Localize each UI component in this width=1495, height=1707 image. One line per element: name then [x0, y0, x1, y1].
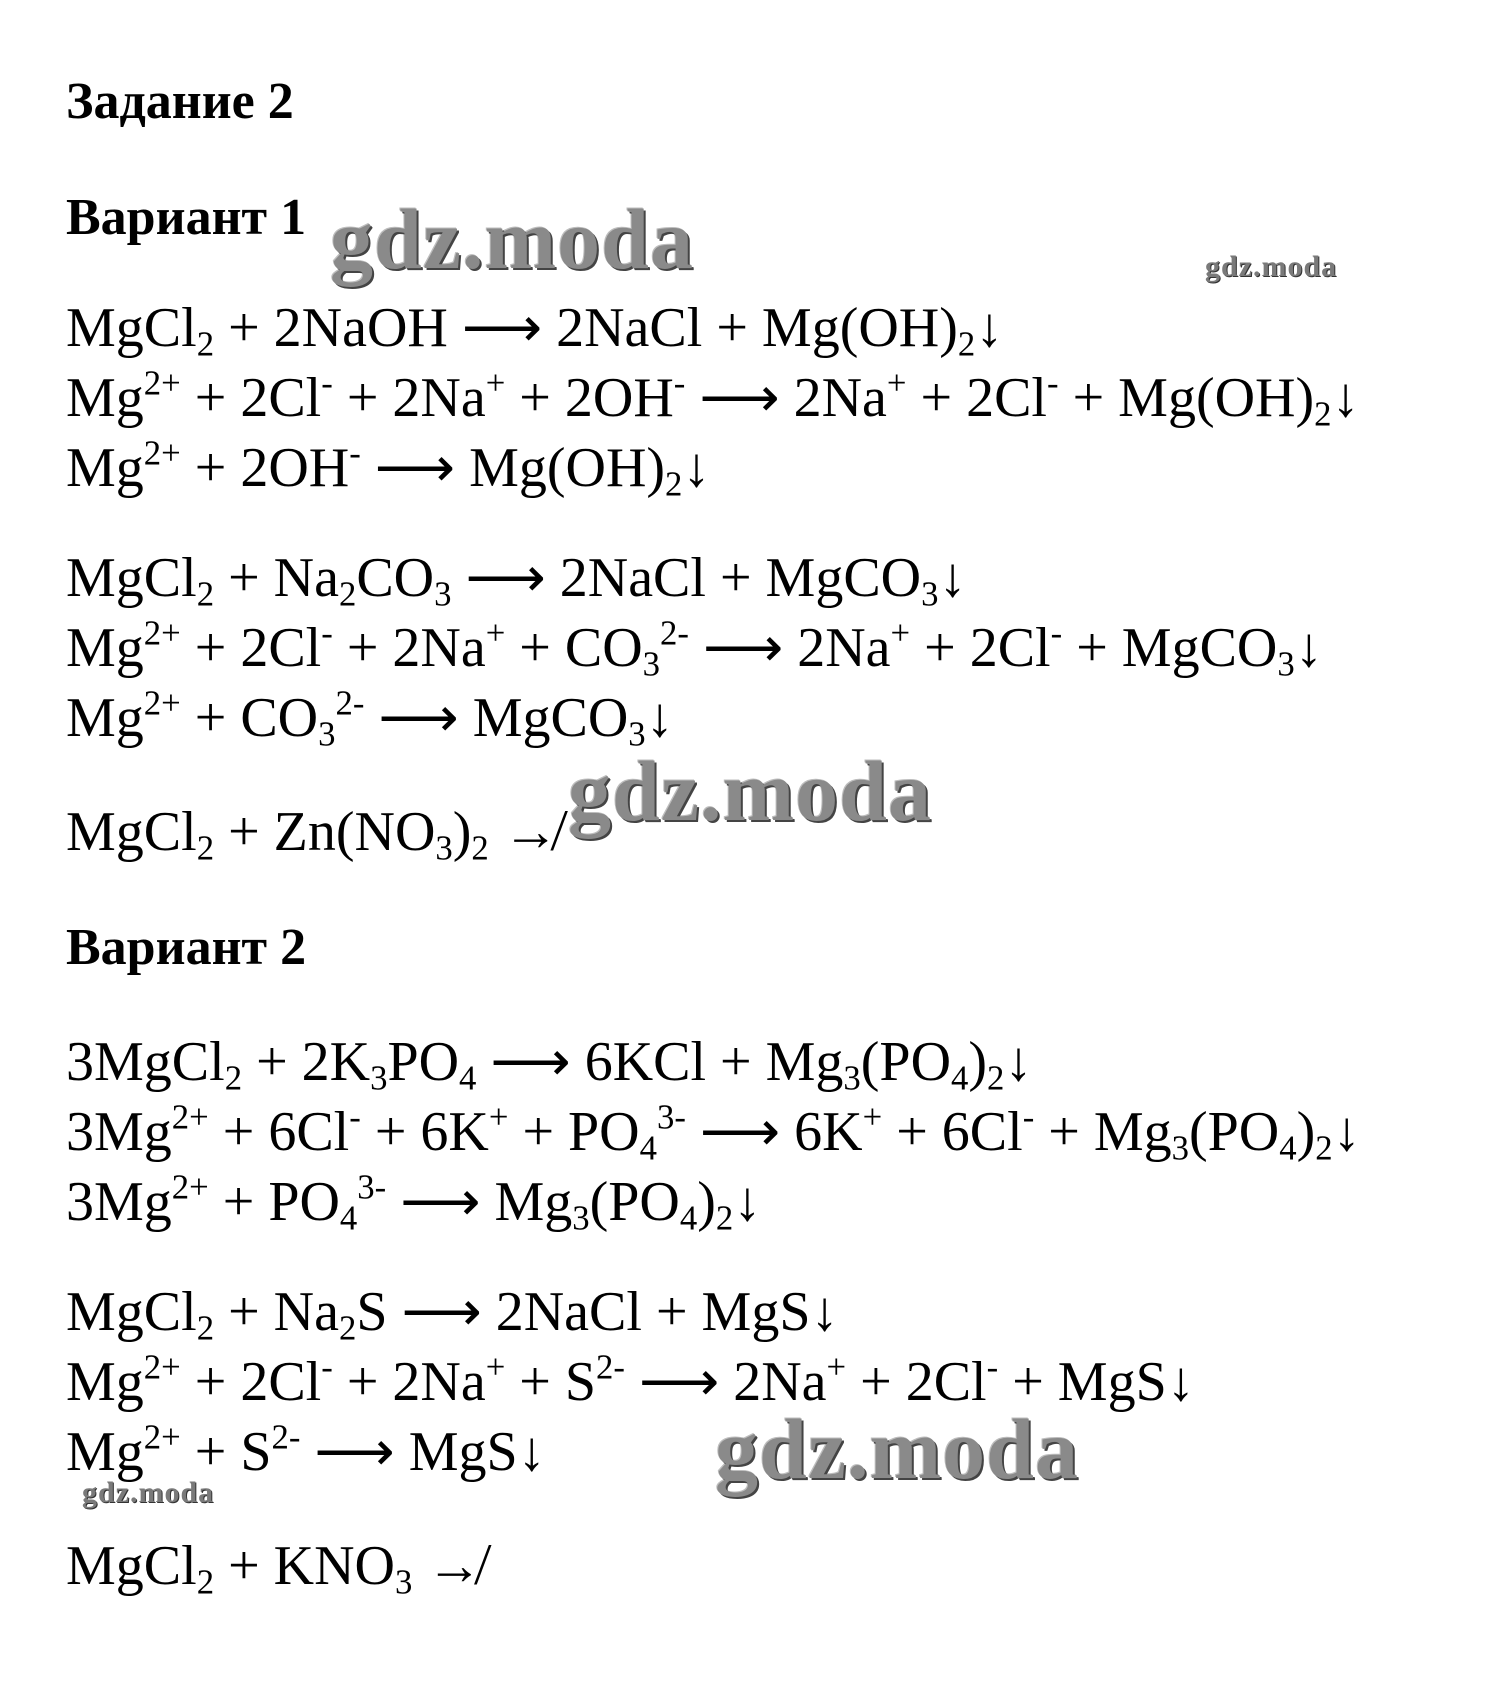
watermark: gdz.moda: [568, 743, 932, 839]
equation: $Mg^{2+} + 2Cl^- + 2Na^+ + 2OH^-$ ⟶ $2Na^+ + 2Cl^- + Mg(OH)_2↓$: [66, 363, 1360, 434]
watermark: gdz.moda: [82, 1476, 215, 1509]
equation: $Mg^{2+} + S^{2-}$ ⟶ MgS↓: [66, 1417, 546, 1483]
equation: $Mg^{2+} + 2OH^-$ ⟶ $Mg(OH)_2↓$: [66, 433, 711, 504]
equation: 3MgCl$_2$ + $2K_3PO_4$ ⟶ $6KCl + Mg_3(PO_4)_2↓$: [66, 1031, 1033, 1098]
watermark: gdz.moda: [715, 1401, 1079, 1497]
equation: $3Mg^{2+} + 6Cl^- + 6K^+ + PO_4^{3-}$ ⟶ $6K^+ + 6Cl^- + Mg_3(PO_4)_2↓$: [66, 1097, 1361, 1168]
watermark: gdz.moda: [330, 191, 694, 287]
equation: MgCl$_2$ + 2NaOH ⟶ 2NaCl + $Mg(OH)_2↓$: [66, 297, 1004, 364]
variant-2-heading: Вариант 2: [66, 919, 307, 976]
watermark: gdz.moda: [1205, 250, 1338, 283]
equation: MgCl$_2$ + $KNO_3$ ↛: [66, 1535, 483, 1602]
equation: $Mg^{2+} + 2Cl^- + 2Na^+ + S^{2-}$ ⟶ 2Na+ + 2Cl- + MgS↓: [66, 1347, 1195, 1413]
variant-1-heading: Вариант 1: [66, 189, 307, 246]
equation: $Mg^{2+} + CO_3^{2-}$ ⟶ MgCO$_3$↓: [66, 683, 674, 754]
task-title: Задание 2: [66, 73, 294, 130]
equation: MgCl$_2$ + $Na_2S$ ⟶ 2NaCl + MgS↓: [66, 1281, 839, 1348]
equation: $Mg^{2+} + 2Cl^- + 2Na^+ + CO_3^{2-}$ ⟶ 2Na+ + 2Cl- + MgCO$_3$↓: [66, 613, 1323, 684]
equation: $3Mg^{2+} + PO_4^{3-}$ ⟶ $Mg_3(PO_4)_2↓$: [66, 1167, 762, 1238]
equation: MgCl$_2$ + $Na_2CO_3$ ⟶ 2NaCl + MgCO$_3$↓: [66, 547, 967, 614]
equation: MgCl$_2$ + $Zn(NO_3)_2$ ↛: [66, 801, 559, 868]
